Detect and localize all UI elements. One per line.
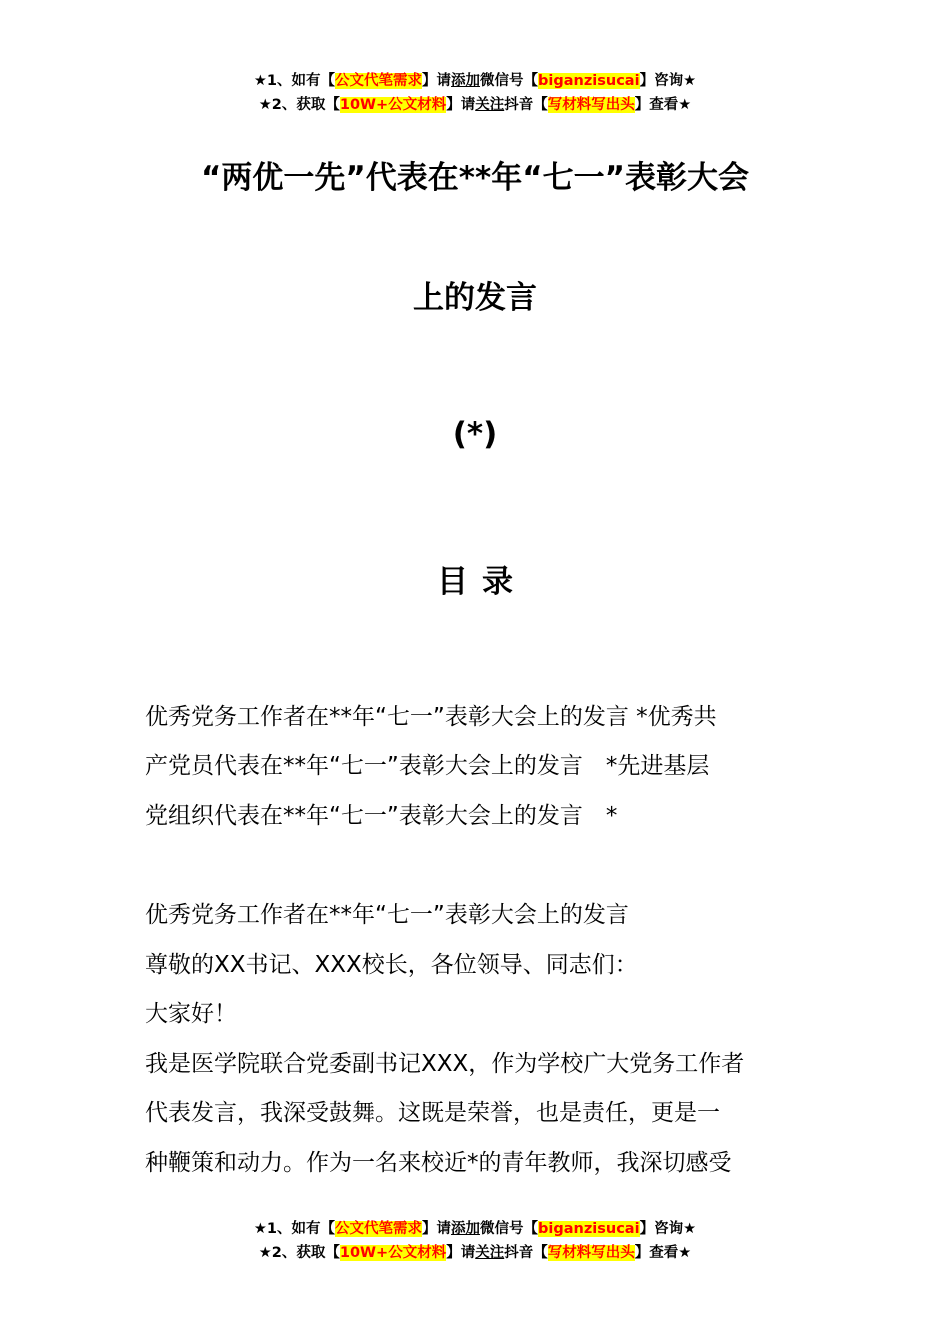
promo-text: ★1、如有【 bbox=[253, 1221, 336, 1237]
promo-highlight: 写材料写出头 bbox=[547, 1245, 635, 1261]
promo-underline: 添加 bbox=[451, 73, 481, 89]
document-title-line-2: 上的发言 bbox=[413, 280, 537, 316]
body-line: 种鞭策和动力。作为一名来校近*的青年教师，我深切感受 bbox=[145, 1150, 732, 1176]
promo-text: 】咨询★ bbox=[639, 73, 697, 89]
promo-text: 】请 bbox=[446, 1245, 476, 1261]
promo-highlight: 写材料写出头 bbox=[547, 97, 635, 113]
body-line: 我是医学院联合党委副书记XXX，作为学校广大党务工作者 bbox=[145, 1051, 745, 1077]
promo-text: 】请 bbox=[422, 1221, 452, 1237]
promo-highlight: 10W+公文材料 bbox=[339, 97, 447, 113]
promo-line-2 bbox=[0, 1241, 950, 1265]
promo-text: ★2、获取【 bbox=[258, 1245, 340, 1261]
section-title: 优秀党务工作者在**年“七一”表彰大会上的发言 bbox=[145, 902, 629, 928]
promo-banner-top bbox=[0, 69, 950, 117]
promo-text: ★1、如有【 bbox=[253, 73, 336, 89]
body-line: 尊敬的XX书记、XXX校长，各位领导、同志们： bbox=[145, 952, 638, 978]
promo-highlight: 公文代笔需求 bbox=[335, 1221, 423, 1237]
promo-line-1 bbox=[0, 1217, 950, 1241]
promo-line-2 bbox=[0, 93, 950, 117]
body-line: 代表发言，我深受鼓舞。这既是荣誉，也是责任，更是一 bbox=[145, 1100, 720, 1126]
promo-text: 抖音【 bbox=[504, 1245, 548, 1261]
promo-highlight: 公文代笔需求 bbox=[335, 73, 423, 89]
promo-text: 抖音【 bbox=[504, 97, 548, 113]
toc-heading: 目录 bbox=[437, 564, 527, 600]
promo-highlight: 10W+公文材料 bbox=[339, 1245, 447, 1261]
document-subtitle: (*) bbox=[452, 416, 498, 452]
body-line: 大家好！ bbox=[145, 1001, 237, 1027]
toc-line: 产党员代表在**年“七一”表彰大会上的发言 *先进基层 bbox=[145, 753, 710, 779]
promo-text: 微信号【 bbox=[480, 73, 539, 89]
toc-line: 优秀党务工作者在**年“七一”表彰大会上的发言 *优秀共 bbox=[145, 704, 717, 730]
toc-line: 党组织代表在**年“七一”表彰大会上的发言 * bbox=[145, 803, 618, 829]
promo-highlight: biganzisucai bbox=[538, 73, 640, 89]
promo-highlight: biganzisucai bbox=[538, 1221, 640, 1237]
promo-text: 】查看★ bbox=[634, 97, 692, 113]
promo-text: 微信号【 bbox=[480, 1221, 539, 1237]
promo-text: 】请 bbox=[446, 97, 476, 113]
promo-underline: 添加 bbox=[451, 1221, 481, 1237]
promo-banner-bottom bbox=[0, 1217, 950, 1265]
promo-line-1 bbox=[0, 69, 950, 93]
promo-text: 】查看★ bbox=[634, 1245, 692, 1261]
promo-text: ★2、获取【 bbox=[258, 97, 340, 113]
promo-text: 】请 bbox=[422, 73, 452, 89]
document-title-line-1: “两优一先”代表在**年“七一”表彰大会 bbox=[201, 160, 749, 196]
promo-underline: 关注 bbox=[475, 97, 505, 113]
promo-text: 】咨询★ bbox=[639, 1221, 697, 1237]
promo-underline: 关注 bbox=[475, 1245, 505, 1261]
